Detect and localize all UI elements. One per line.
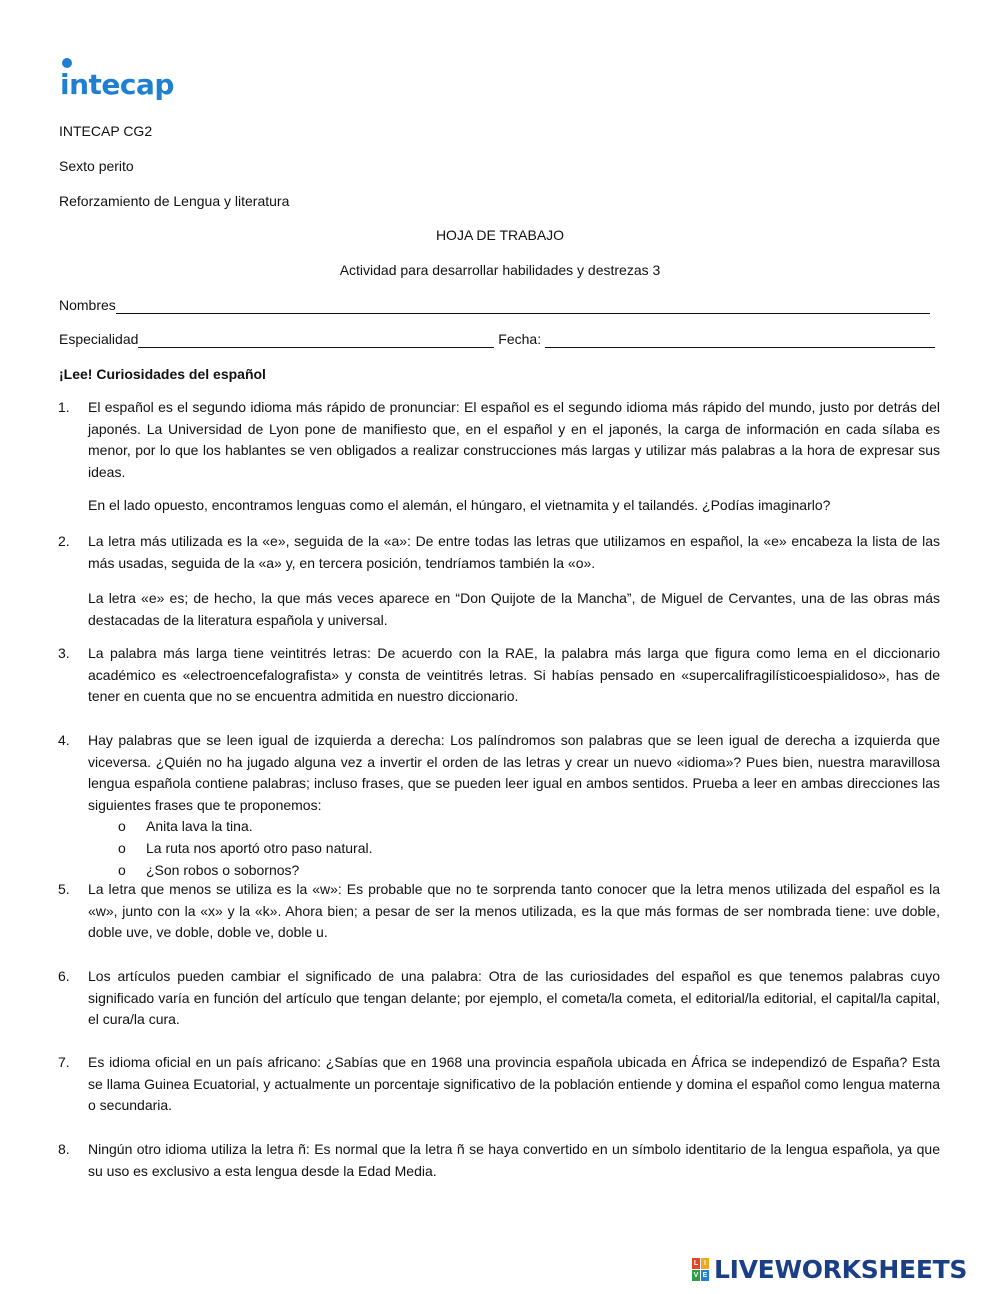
list-item bbox=[58, 531, 940, 574]
item-number: 6. bbox=[58, 968, 70, 984]
nombres-field[interactable] bbox=[59, 296, 930, 314]
item-number: 8. bbox=[58, 1141, 70, 1157]
item-text: La letra más utilizada es la «e», seguida de la «a»: De entre todas las letras que utilizamos en español, la «e» encabeza la lista de las más usadas, seguida de la «a» y, en tercera posición, tendríamos también la «o». bbox=[88, 533, 940, 571]
palindrome-item: o Anita lava la tina. bbox=[88, 816, 940, 838]
list-item bbox=[58, 643, 940, 708]
logo-text: intecap bbox=[60, 68, 174, 101]
logo-dot-icon bbox=[62, 58, 72, 68]
section-title: ¡Lee! Curiosidades del español bbox=[59, 366, 266, 382]
fecha-input-line[interactable] bbox=[545, 333, 935, 348]
list-item bbox=[58, 397, 940, 483]
worksheet-title: HOJA DE TRABAJO bbox=[435, 227, 565, 243]
fecha-label: Fecha: bbox=[498, 331, 542, 347]
especialidad-input-line[interactable] bbox=[138, 333, 494, 348]
nombres-input-line[interactable] bbox=[116, 299, 930, 314]
item-text: El español es el segundo idioma más rápido de pronunciar: El español es el segundo idioma más rápido del mundo, justo por detrás del japonés. La Universidad de Lyon pone de manifiesto que, en el español y en el japonés, la carga de información en cada sílaba es menor, por lo que los hablantes se ven obligados a realizar construcciones más largas y utilizar más palabras a la hora de expresar sus ideas. bbox=[88, 399, 940, 480]
item-number: 1. bbox=[58, 399, 70, 415]
liveworksheets-logo bbox=[692, 1256, 992, 1284]
item-number: 5. bbox=[58, 881, 70, 897]
especialidad-field[interactable] bbox=[59, 330, 935, 348]
nombres-label: Nombres bbox=[59, 297, 116, 313]
list-item bbox=[58, 1052, 940, 1117]
item-number: 7. bbox=[58, 1054, 70, 1070]
especialidad-label: Especialidad bbox=[59, 331, 139, 347]
worksheet-subtitle: Actividad para desarrollar habilidades y destrezas 3 bbox=[339, 262, 661, 278]
list-item bbox=[58, 1139, 940, 1182]
palindrome-list bbox=[88, 816, 940, 881]
bullet-icon: o bbox=[118, 861, 126, 878]
header-line-2: Sexto perito bbox=[59, 158, 134, 174]
intecap-logo bbox=[60, 58, 174, 108]
header-line-3: Reforzamiento de Lengua y literatura bbox=[59, 193, 290, 209]
item-text: La letra que menos se utiliza es la «w»: Es probable que no te sorprenda tanto conocer que la letra menos utilizada del español es la «w», junto con la «x» y la «k». Ahora bien; a pesar de ser la menos utilizada, es la que más formas de ser nombrada tiene: uve doble, doble uve, ve doble, doble ve, doble u. bbox=[88, 881, 940, 941]
list-item bbox=[58, 730, 940, 881]
header-line-1: INTECAP CG2 bbox=[59, 123, 153, 139]
item-text: Los artículos pueden cambiar el significado de una palabra: Otra de las curiosidades del español es que tenemos palabras cuyo significado varía en función del artículo que tengan delante; por ejemplo, el cometa/la cometa, el editorial/la editorial, el capital/la capital, el cura/la cura. bbox=[88, 968, 940, 1028]
bullet-icon: o bbox=[118, 818, 126, 835]
item-number: 4. bbox=[58, 732, 70, 748]
bullet-icon: o bbox=[118, 839, 126, 856]
item-extra: La letra «e» es; de hecho, la que más veces aparece en “Don Quijote de la Mancha”, de Miguel de Cervantes, una de las obras más destacadas de la literatura española y universal. bbox=[88, 590, 940, 628]
liveworksheets-wordmark: LIVEWORKSHEETS bbox=[714, 1255, 968, 1284]
list-item bbox=[58, 879, 940, 944]
palindrome-item: o ¿Son robos o sobornos? bbox=[88, 860, 940, 882]
list-item bbox=[58, 966, 940, 1031]
liveworksheets-badge-icon: L I V E bbox=[693, 1260, 708, 1279]
item-text: Es idioma oficial en un país africano: ¿Sabías que en 1968 una provincia española ubicada en África se independizó de España? Esta se llama Guinea Ecuatorial, y actualmente un porcentaje significativo de la población entiende y domina el español como lengua materna o secundaria. bbox=[88, 1054, 940, 1114]
item-extra: En el lado opuesto, encontramos lenguas como el alemán, el húngaro, el vietnamita y el tailandés. ¿Podías imaginarlo? bbox=[88, 497, 831, 513]
item-text: Ningún otro idioma utiliza la letra ñ: Es normal que la letra ñ se haya convertido en un símbolo identitario de la lengua española, ya que su uso es exclusivo a esta lengua desde la Edad Media. bbox=[88, 1141, 940, 1179]
item-text: La palabra más larga tiene veintitrés letras: De acuerdo con la RAE, la palabra más larga que figura como lema en el diccionario académico es «electroencefalografista» y consta de veintitrés letras. Si habías pensado en «supercalifragilísticoespialidoso», has de tener en cuenta que no se encuentra admitida en nuestro diccionario. bbox=[88, 645, 940, 705]
palindrome-item: o La ruta nos aportó otro paso natural. bbox=[88, 838, 940, 860]
item-text: Hay palabras que se leen igual de izquierda a derecha: Los palíndromos son palabras que se leen igual de derecha a izquierda que viceversa. ¿Quién no ha jugado alguna vez a invertir el orden de las letras y crear un nuevo «idioma»? Pues bien, nuestra maravillosa lengua española contiene palabras; incluso frases, que se pueden leer igual en ambos sentidos. Prueba a leer en ambas direcciones las siguientes frases que te proponemos: bbox=[88, 732, 940, 813]
item-number: 2. bbox=[58, 533, 70, 549]
item-number: 3. bbox=[58, 645, 70, 661]
